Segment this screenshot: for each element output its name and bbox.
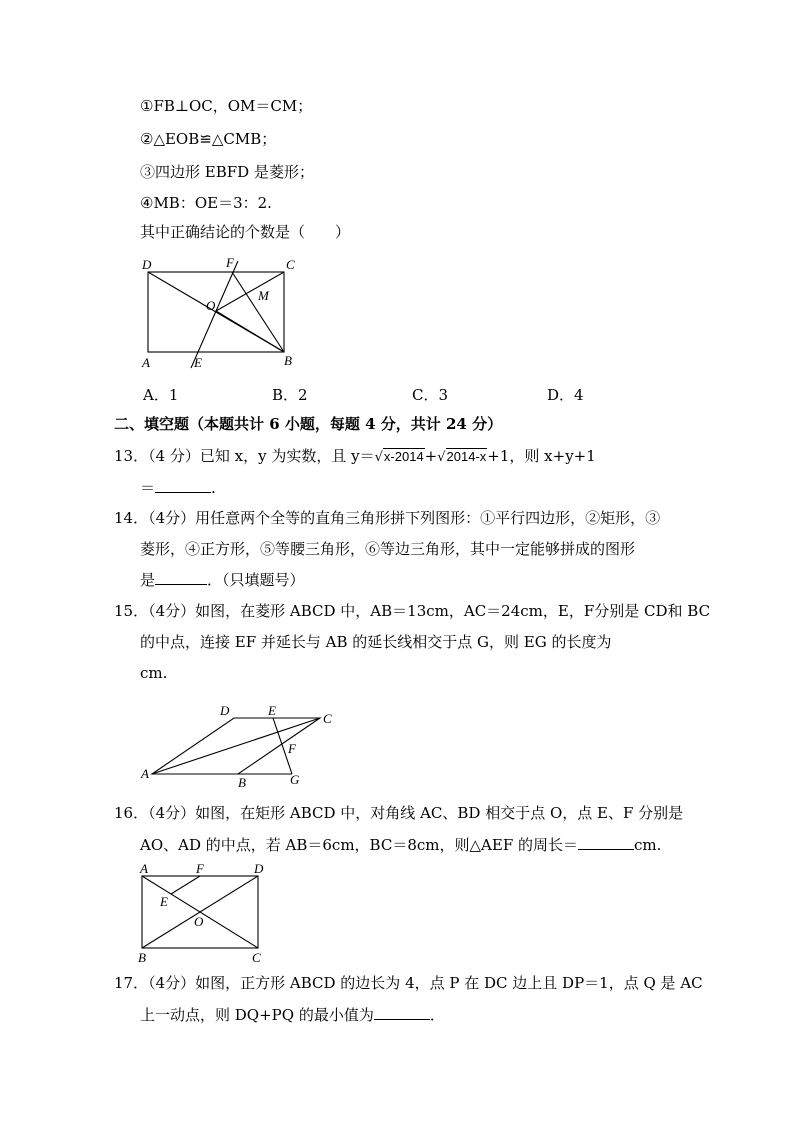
q16-line2 — [140, 835, 661, 855]
label-E: E — [194, 355, 202, 370]
option-b: B．2 — [272, 386, 308, 404]
line-ac-part — [216, 272, 284, 311]
statement-3: ③四边形 EBFD 是菱形； — [140, 163, 314, 181]
section-heading: 二、填空题（本题共计 6 小题，每题 4 分，共计 24 分） — [114, 415, 503, 433]
q16-line1: 16．（4分）如图，在矩形 ABCD 中，对角线 AC、BD 相交于点 O，点 E、F 分别是 — [114, 804, 684, 822]
figure-rectangle-abcd-1 — [136, 255, 316, 375]
label-D: D — [142, 257, 152, 272]
option-c: C．3 — [412, 386, 449, 404]
line-ob — [216, 311, 284, 352]
question-stem: 其中正确结论的个数是（ ） — [140, 223, 351, 241]
q13-plus: + — [424, 447, 438, 465]
statement-1: ①FB⊥OC，OM＝CM； — [140, 97, 313, 115]
q14-line3 — [140, 570, 305, 590]
label-A: A — [140, 861, 148, 876]
q14-line2: 菱形，④正方形，⑤等腰三角形，⑥等边三角形，其中一定能够拼成的图形 — [140, 540, 636, 558]
label-B: B — [138, 950, 146, 965]
statement-2: ②△EOB≌△CMB； — [140, 130, 277, 148]
statement-4: ④MB：OE＝3：2. — [140, 194, 272, 212]
q16-unit: cm. — [634, 836, 662, 854]
label-G: G — [290, 772, 300, 787]
q15-line2: 的中点，连接 EF 并延长与 AB 的延长线相交于点 G，则 EG 的长度为 — [140, 633, 612, 651]
q17-period: ． — [429, 1006, 445, 1024]
label-A: A — [141, 766, 149, 781]
label-C: C — [323, 711, 332, 726]
q14-answer-blank[interactable] — [155, 570, 207, 585]
figure-rhombus-abcd — [140, 700, 340, 790]
q13-pre: 13．（4 分）已知 x，y 为实数，且 y＝ — [114, 447, 375, 465]
q16-answer-blank[interactable] — [578, 835, 634, 850]
label-B: B — [238, 775, 246, 790]
q13-radicand-2: 2014-x — [446, 449, 487, 464]
q13-line1: 13．（4 分）已知 x，y 为实数，且 y＝√x-2014+√2014-x+1，则 x+y+1 — [114, 447, 596, 465]
label-M: M — [258, 288, 269, 303]
q13-answer-blank[interactable] — [155, 478, 211, 493]
option-d: D．4 — [547, 386, 584, 404]
line-ef — [171, 876, 200, 894]
label-E: E — [268, 703, 276, 718]
label-C: C — [252, 950, 261, 965]
label-A: A — [142, 355, 150, 370]
q13-equals: ＝ — [140, 479, 156, 497]
label-F: F — [226, 255, 234, 270]
label-D: D — [220, 703, 230, 718]
q16-text: AO、AD 的中点，若 AB＝6cm，BC＝8cm，则△AEF 的周长＝ — [140, 836, 578, 854]
q13-post: +1，则 x+y+1 — [487, 447, 596, 465]
q14-suffix: ．（只填题号） — [207, 571, 305, 589]
label-F: F — [288, 741, 296, 756]
label-B: B — [284, 353, 292, 368]
q17-answer-blank[interactable] — [374, 1005, 430, 1020]
q17-text: 上一动点，则 DQ+PQ 的最小值为 — [140, 1006, 374, 1024]
label-C: C — [286, 257, 295, 272]
label-E: E — [160, 894, 168, 909]
q14-line1: 14．（4分）用任意两个全等的直角三角形拼下列图形：①平行四边形，②矩形，③ — [114, 509, 661, 527]
label-O: O — [206, 298, 216, 313]
q13-radicand-1: x-2014 — [383, 449, 424, 464]
q15-line3: cm. — [140, 664, 168, 682]
label-F: F — [196, 861, 204, 876]
q17-line1: 17．（4分）如图，正方形 ABCD 的边长为 4，点 P 在 DC 边上且 DP＝1，点 Q 是 AC — [114, 974, 703, 992]
option-a: A．1 — [143, 386, 179, 404]
line-fb — [232, 272, 284, 352]
q15-line1: 15．（4分）如图，在菱形 ABCD 中，AB＝13cm，AC＝24cm，E，F分别是 CD和 BC — [114, 602, 711, 620]
q13-line2: ＝ . — [140, 479, 216, 497]
q14-prefix: 是 — [140, 571, 156, 589]
figure-rectangle-abcd-2 — [136, 858, 276, 968]
q17-line2 — [140, 1005, 445, 1025]
label-D: D — [254, 861, 264, 876]
label-O: O — [194, 914, 204, 929]
